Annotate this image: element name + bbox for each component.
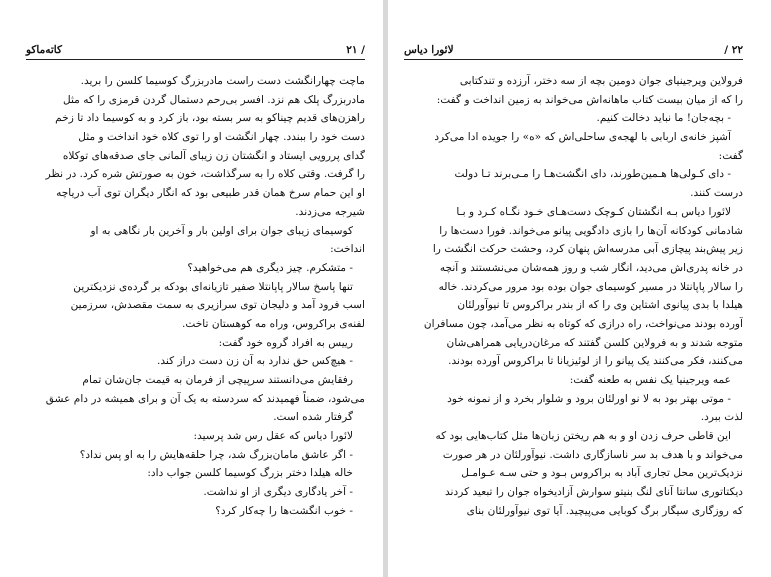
text-line: ماچت چهارانگشت دست راست مادربزرگ کوسیما کلسن را برید. <box>80 75 365 87</box>
text-line: تنها پاسخ سالار پاپانتلا صفیر تازیانه‌ای بودکه بر گرده‌ی نزدیکترین <box>73 280 353 293</box>
text-line: لفنه‌ی براکروس، وراه مه کوهستان تاخت. <box>181 317 365 330</box>
text-line: می‌کنند، فکر می‌کنند یک پیانو را از لوئیزیانا تا براکروس آورده بودند. <box>448 355 743 368</box>
text-line: - آخر یادگاری دیگری از او نداشت. <box>203 486 353 499</box>
text-line: اسب فرود آمد و دلیجان توی سرازیری به سمت مقصدش، سرزمین <box>70 299 365 312</box>
text-line: در خانه پدری‌اش می‌دید، انگار شب و روز همه‌شان می‌نشستند و آنچه <box>439 261 743 274</box>
text-line: که روزگاری سیگار برگ کوبایی می‌پیچید. آیا توی نیوآورلئان بنای <box>466 504 743 517</box>
text-line: - دای کـولی‌ها هـمین‌طورند، دای انگشت‌هـا را مـی‌برند تـا دولت <box>454 168 731 181</box>
left-page-body <box>26 72 365 521</box>
text-line: گفت: <box>718 149 743 162</box>
text-line: می‌شود، ضمناً فهمیدند که سردسته به یک آن و برای همیشه در دام عشق <box>45 392 365 405</box>
text-line: خاله هیلدا دختر بزرگ کوسیما کلسن جواب داد: <box>147 467 353 480</box>
text-line: راهزن‌های قدیم چیناکو به سر بسته بود، باز کرد و به کوسیما داد تا زخم <box>55 112 365 125</box>
text-line: - هیچ‌کس حق ندارد به آن زن دست دراز کند. <box>156 355 353 368</box>
right-page <box>388 0 771 577</box>
left-page-number: / ۲۱ <box>346 44 365 56</box>
text-line: لائورا دیاس که عقل رس شد پرسید: <box>193 430 353 443</box>
right-page-title: لائورا دیاس <box>404 44 454 56</box>
text-line: می‌خواند و با هدف بد سر ناسازگاری داشت. نیوآورلئان در هر صورت <box>442 448 743 461</box>
left-header-rule <box>26 59 365 60</box>
text-line: - اگر عاشق مامان‌بزرگ شد، چرا حلقه‌هایش را به او پس نداد؟ <box>79 448 353 461</box>
text-line: هیلدا با بدی پیانوی اشتاین وی را که از بندر براکروس تا نیوآورلئان <box>457 299 743 312</box>
text-line: لذت ببرد. <box>700 411 743 424</box>
text-line: انداخت: <box>330 243 365 256</box>
left-page-title: کاته‌ماکو <box>26 44 62 56</box>
text-line: نزدیک‌ترین محل تجاری آباد به براکروس بـود و حتی سـه عـوامـل <box>461 467 743 480</box>
text-line: شیرجه می‌زدند. <box>295 205 365 218</box>
right-page-number: ۲۲ / <box>724 44 743 56</box>
text-line: گرفتار شده است. <box>273 411 353 424</box>
text-line: فرولاین ویرجینیای جوان دومین بچه از سه دختر، آرزده و تندکتابی <box>459 75 743 87</box>
text-line: دیکتاتوری سانتا آنای لنگ بنیتو سوارش آزادیخواه جوان را تبعید کردند <box>445 486 743 499</box>
text-line: را گرفت. وقتی کلاه را به سرگذاشت، خون به صورتش شره کرد. در نظر <box>45 168 365 181</box>
right-page-body <box>404 72 743 521</box>
text-line: رییس به افراد گروه خود گفت: <box>218 336 353 349</box>
right-page-header <box>404 43 743 57</box>
text-line: درست کنند. <box>690 187 743 200</box>
text-line: آورده بودند می‌نواخت، راه درازی که کوتاه به نظر می‌آمد، چون مسافران <box>423 317 743 330</box>
text-line: دست خود را ببندد. چهار انگشت او را توی کلاه خود انداخت و مثل <box>78 131 365 144</box>
text-line: - متشکرم. چیز دیگری هم می‌خواهید؟ <box>187 261 353 274</box>
text-line: زیر پیش‌بند پیچازی آبی مدرسه‌اش پنهان کرد، وحشت حرکت انگشت را <box>432 243 743 256</box>
text-line: متوجه شدند و به فرولاین کلسن گفتند که مرغان‌دریایی همراهی‌شان <box>446 336 743 349</box>
right-header-rule <box>404 59 743 60</box>
text-line: او این حمام سرخ همان قدر طبیعی بود که انگار دیگران توی آب دریاچه <box>56 187 365 200</box>
text-line: کوسیمای زیبای جوان برای اولین بار و آخرین بار نگاهی به او <box>90 224 353 237</box>
text-line: گدای پررویی ایستاد و انگشتان زن زیبای آلمانی جای صدقه‌های توکلاه <box>62 149 365 162</box>
text-line: آشپز خانه‌ی اربابی با لهجه‌ی ساحلی‌اش که «ه» را جویده ادا می‌کرد <box>434 131 731 144</box>
text-line: مادربزرگ پلک هم نزد. افسر بی‌رحم دستمال گردن قرمزی را که مثل <box>62 93 365 106</box>
left-page-header <box>26 43 365 57</box>
text-line: - خوب انگشت‌ها را چه‌کار کرد؟ <box>215 504 353 517</box>
text-line: این قاطی حرف زدن او و به هم ریختن زبان‌ها مثل کتاب‌هایی بود که <box>435 430 731 443</box>
text-line: را که از میان بیست کتاب ماهانه‌اش می‌خواند به زمین انداخت و گفت: <box>436 93 743 106</box>
left-page <box>0 0 383 577</box>
text-line: - بچه‌جان! ما نباید دخالت کنیم. <box>596 112 731 125</box>
text-line: لائورا دیاس بـه انگشتان کـوچک دست‌هـای خـود نگـاه کـرد و بـا <box>456 205 731 218</box>
text-line: عمه ویرجینیا یک نفس به طعنه گفت: <box>569 374 731 386</box>
text-line: رفقایش می‌دانستند سرپیچی از فرمان به قیمت جان‌شان تمام <box>82 374 353 386</box>
text-line: را سالار پاپانتلا در مسیر کوسیمای جوان بوده بود مرور می‌کردند. خاله <box>438 280 743 293</box>
text-line: شادمانی کودکانه آن‌ها را بازی دادگویی پیانو می‌خواند. فورا دست‌ها را <box>439 224 743 237</box>
text-line: - موتی بهتر بود به لا نو اورلئان برود و شلوار بخرد و از نمونه خود <box>447 392 731 405</box>
